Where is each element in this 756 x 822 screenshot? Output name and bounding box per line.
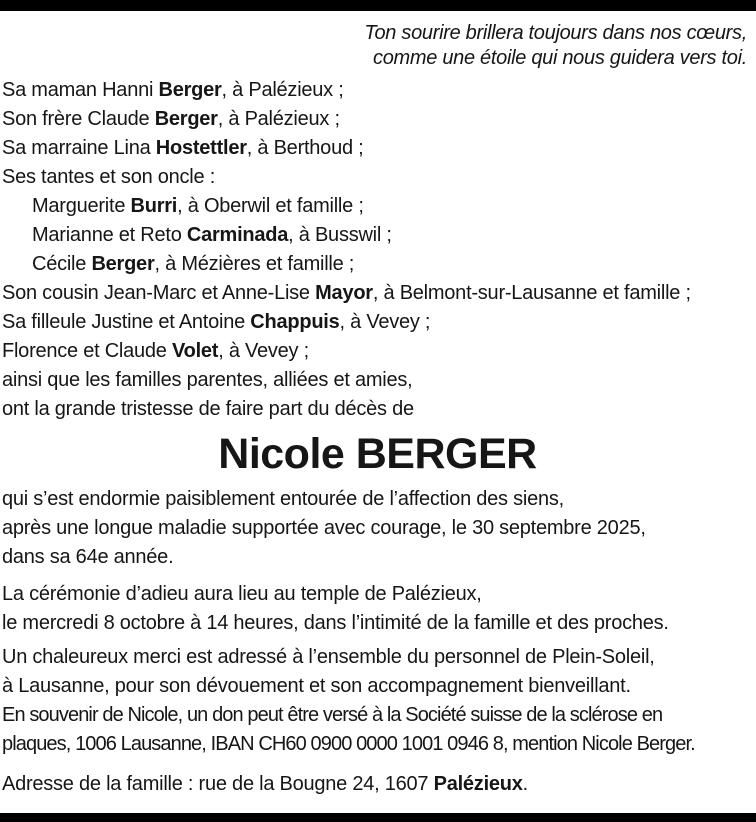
notice-content (0, 11, 756, 799)
family-line-godmother: Sa marraine Lina Hostettler, à Berthoud ; (2, 137, 364, 159)
death-line-3: dans sa 64e année. (2, 546, 174, 568)
family-line-friends: Florence et Claude Volet, à Vevey ; (2, 340, 309, 362)
thanks-line-1: Un chaleureux merci est adressé à l’ensemble du personnel de Plein-Soleil, (2, 646, 655, 668)
family-line-aunt-1: Marguerite Burri, à Oberwil et famille ; (32, 195, 364, 217)
family-address-line: Adresse de la famille : rue de la Bougne 24, 1607 Palézieux. (2, 773, 528, 795)
death-line-2: après une longue maladie supportée avec courage, le 30 septembre 2025, (2, 517, 646, 539)
epigraph (2, 11, 753, 71)
death-line-1: qui s’est endormie paisiblement entourée de l’affection des siens, (2, 488, 564, 510)
ceremony-paragraph (2, 580, 753, 638)
thanks-line-2: à Lausanne, pour son dévouement et son accompagnement bienveillant. (2, 675, 631, 697)
family-line-brother: Son frère Claude Berger, à Palézieux ; (2, 108, 340, 130)
family-line-goddaughter: Sa filleule Justine et Antoine Chappuis, à Vevey ; (2, 311, 431, 333)
thanks-paragraph (2, 643, 753, 701)
donation-line-1: En souvenir de Nicole, un don peut être versé à la Société suisse de la sclérose en (2, 704, 663, 726)
ceremony-line-2: le mercredi 8 octobre à 14 heures, dans l’intimité de la famille et des proches. (2, 612, 669, 634)
epigraph-line-2: comme une étoile qui nous guidera vers toi. (373, 47, 747, 69)
family-line-cousin: Son cousin Jean-Marc et Anne-Lise Mayor, à Belmont-sur-Lausanne et famille ; (2, 282, 691, 304)
family-list (2, 76, 753, 424)
family-line-aunt-3: Cécile Berger, à Mézières et famille ; (32, 253, 355, 275)
family-line-announcement: ont la grande tristesse de faire part du décès de (2, 398, 414, 420)
family-line-aunt-2: Marianne et Reto Carminada, à Busswil ; (32, 224, 392, 246)
family-line-related-families: ainsi que les familles parentes, alliées et amies, (2, 369, 413, 391)
donation-line-2: plaques, 1006 Lausanne, IBAN CH60 0900 0000 1001 0946 8, mention Nicole Berger. (2, 733, 695, 755)
epigraph-line-1: Ton sourire brillera toujours dans nos cœurs, (364, 22, 747, 44)
donation-paragraph (2, 701, 753, 759)
family-line-mother: Sa maman Hanni Berger, à Palézieux ; (2, 79, 344, 101)
top-border (0, 0, 756, 11)
bottom-border (0, 813, 756, 822)
deceased-name: Nicole BERGER (218, 430, 537, 478)
family-line-aunts-uncle-header: Ses tantes et son oncle : (2, 166, 216, 188)
death-paragraph (2, 485, 753, 572)
ceremony-line-1: La cérémonie d’adieu aura lieu au temple de Palézieux, (2, 583, 482, 605)
